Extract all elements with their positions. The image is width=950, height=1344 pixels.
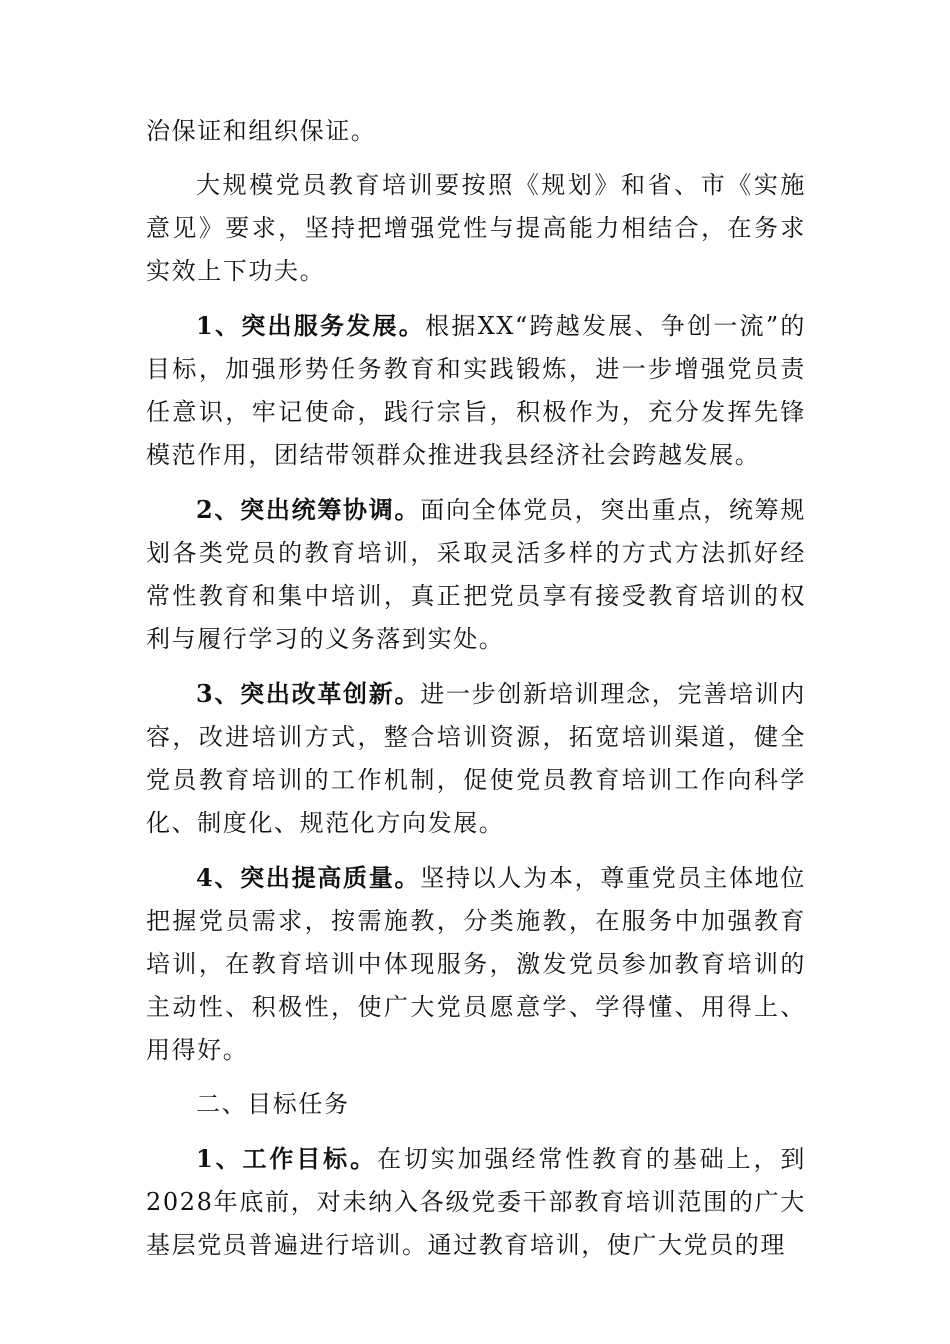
item-body: 面向全体党员，突出重点，统筹规划各类党员的教育培训，采取灵活多样的方式方法抓好经常性教育和集中培训，真正把党员享有接受教育培训的权利与履行学习的义务落到实处。: [146, 496, 806, 653]
item-heading: 1、工作目标。: [196, 1144, 377, 1173]
item-body: 根据XX“跨越发展、争创一流”的目标，加强形势任务教育和实践锻炼，进一步增强党员责任意识，牢记使命，践行宗旨，积极作为，充分发挥先锋模范作用，团结带领群众推进我县经济社会跨越发展。: [146, 312, 806, 469]
item-body: 坚持以人为本，尊重党员主体地位把握党员需求，按需施教，分类施教，在服务中加强教育培训，在教育培训中体现服务，激发党员参加教育培训的主动性、积极性，使广大党员愿意学、学得懂、用得上、用得好。: [146, 864, 806, 1064]
document-page: [146, 110, 806, 1278]
item-heading: 1、突出服务发展。: [196, 311, 426, 340]
item-heading: 2、突出统筹协调。: [196, 495, 421, 524]
paragraph-continuation: 治保证和组织保证。: [146, 117, 377, 145]
item-reform-innovation: [146, 672, 806, 845]
item-heading: 4、突出提高质量。: [196, 863, 421, 892]
item-body: 进一步创新培训理念，完善培训内容，改进培训方式，整合培训资源，拓宽培训渠道，健全党员教育培训的工作机制，促使党员教育培训工作向科学化、制度化、规范化方向发展。: [146, 680, 806, 837]
item-heading: 3、突出改革创新。: [196, 679, 421, 708]
section-title-goals: 二、目标任务: [196, 1090, 350, 1118]
item-coordination: [146, 488, 806, 661]
paragraph-intro: 大规模党员教育培训要按照《规划》和省、市《实施意见》要求，坚持把增强党性与提高能力相结合，在务求实效上下功夫。: [146, 171, 806, 285]
item-service-development: [146, 304, 806, 477]
item-improve-quality: [146, 856, 806, 1072]
item-body: 在切实加强经常性教育的基础上，到2028年底前，对未纳入各级党委干部教育培训范围的广大基层党员普遍进行培训。通过教育培训，使广大党员的理: [146, 1145, 806, 1259]
item-work-goal: [146, 1137, 806, 1267]
